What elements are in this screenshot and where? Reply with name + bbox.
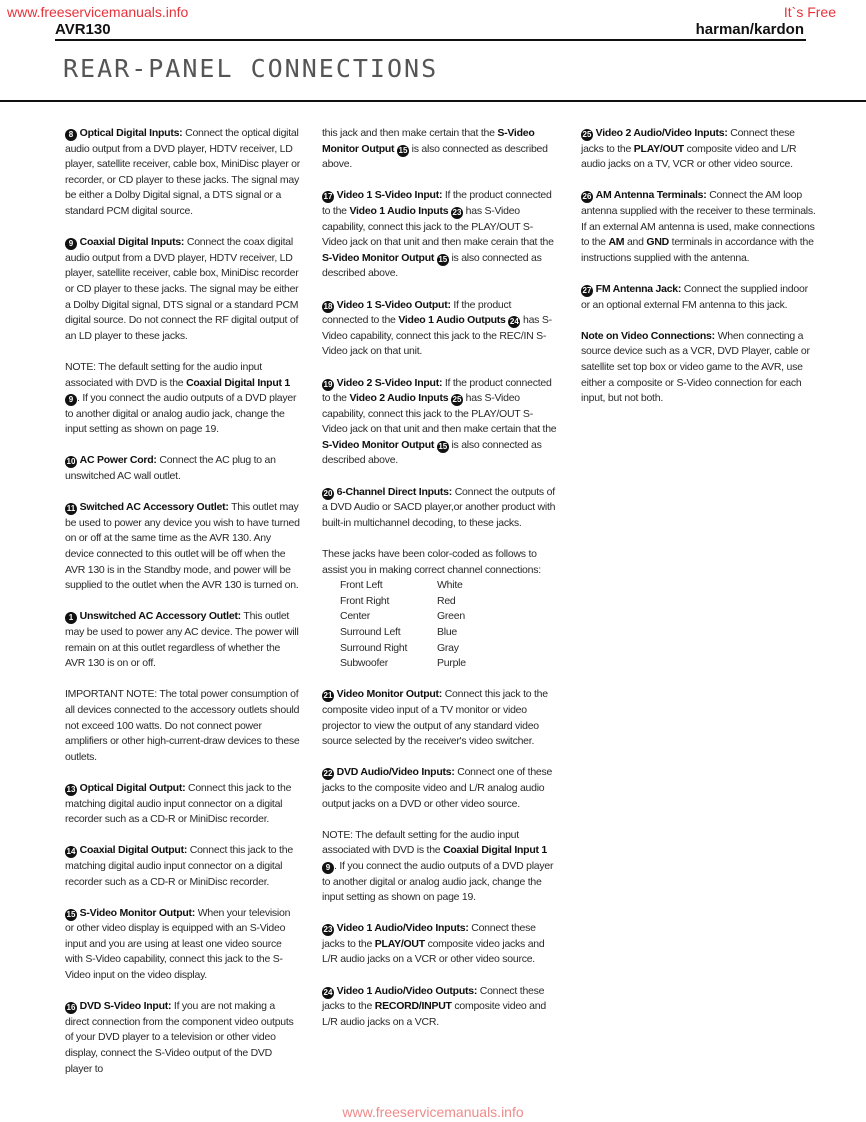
paragraph-coaxial-digital-output: [65, 843, 300, 890]
item-text: . If you connect the audio outputs of a DVD player to another digital or analog audio jack, change the input setting as shown on page 19.: [65, 392, 297, 436]
callout-number-icon: 20: [323, 488, 333, 498]
column-3: [581, 126, 816, 422]
watermark-top-left[interactable]: www.freeservicemanuals.info: [7, 4, 189, 20]
item-text: Connect this jack to the matching digital audio input connector on a digital recorder such as a CD-R or MiniDisc recorder.: [65, 844, 293, 888]
channel-color: Blue: [437, 626, 458, 638]
item-text: Connect the supplied indoor or an optional external FM antenna to this jack.: [581, 282, 808, 311]
callout-number-icon: 25: [582, 130, 592, 139]
channel-color: Gray: [437, 641, 459, 654]
item-text: NOTE: The default setting for the audio input associated with DVD is the: [322, 828, 519, 857]
channel-name: Subwoofer: [340, 657, 388, 670]
item-label: S-Video Monitor Output: [322, 251, 435, 264]
item-label: Coaxial Digital Inputs:: [79, 236, 185, 249]
item-text: Connect these jacks to the: [322, 922, 536, 950]
item-text: is also connected as described above.: [322, 251, 542, 280]
item-text: composite video and L/R audio jacks on a VCR.: [322, 1000, 546, 1028]
paragraph-optical-digital-inputs: [65, 126, 300, 220]
channel-name: Surround Right: [340, 641, 408, 654]
channel-name: Surround Left: [340, 626, 401, 638]
paragraph-dvd-note-2: [322, 828, 557, 906]
channel-color: Red: [437, 594, 456, 607]
item-text: IMPORTANT NOTE: The total power consumption of all devices connected to the accessory outlets should not exceed 100 watts. Do not connect power amplifiers or other high-current-draw devices to these outlets.: [65, 688, 300, 763]
paragraph-6ch-direct-inputs: [322, 485, 557, 532]
callout-number-icon: 14: [66, 847, 76, 857]
item-label: AM Antenna Terminals:: [595, 189, 707, 202]
callout-number-icon: 23: [323, 925, 333, 935]
item-label: FM Antenna Jack:: [595, 282, 682, 295]
item-text: When connecting a source device such as a VCR, DVD Player, cable or satellite set top box or video game to the AVR, use either a composite or S-Video connection for each input, but not both.: [581, 329, 810, 405]
item-label: S-Video Monitor Output: [322, 438, 435, 451]
callout-number-icon: 10: [66, 457, 76, 467]
paragraph-video2-av-inputs: [581, 126, 816, 173]
paragraph-svideo-monitor-output: [65, 906, 300, 984]
item-text: Connect the AC plug to an unswitched AC wall outlet.: [65, 454, 276, 483]
item-label: Video 2 S-Video Input:: [336, 376, 443, 389]
header-rule: [55, 39, 806, 41]
item-text: Connect the AM loop antenna supplied with the receiver to these terminals. If an external AM antenna is used, make connections to the: [581, 189, 816, 249]
paragraph-video1-svideo-output: [322, 298, 557, 360]
item-label: GND: [646, 236, 669, 249]
item-label: DVD S-Video Input:: [79, 1000, 172, 1013]
item-label: 6-Channel Direct Inputs:: [336, 485, 453, 498]
callout-number-icon: 1: [65, 612, 77, 624]
callout-number-icon: 21: [323, 691, 333, 701]
item-text: has S-Video capability, connect this jack to the PLAY/OUT S-Video jack on that unit and then make certain that the: [322, 392, 557, 436]
callout-number-icon: 9: [65, 394, 77, 406]
paragraph-video1-av-inputs: [322, 921, 557, 968]
callout-number-icon: 26: [582, 192, 592, 202]
paragraph-video1-svideo-input: [322, 188, 557, 282]
item-label: Video 2 Audio Inputs: [349, 392, 449, 405]
item-text: is also connected as described above.: [322, 142, 548, 171]
paragraph-video-monitor-output: [322, 687, 557, 749]
item-label: RECORD/INPUT: [374, 1000, 452, 1013]
channel-color: White: [437, 579, 463, 592]
paragraph-color-code-intro: [322, 547, 557, 578]
item-text: and: [624, 236, 647, 249]
item-label: Coaxial Digital Output:: [79, 844, 188, 857]
item-text: . If you connect the audio outputs of a DVD player to another digital or analog audio jack, change the input setting as shown on page 19.: [322, 859, 554, 904]
channel-name: Front Left: [340, 579, 383, 592]
item-text: This outlet may be used to power any device you wish to have turned on or off at the same time as the AVR 130. Any device connected to this outlet will be off when the AVR 130 is in the Standby mode, and power will be supplied to the outlet when the AVR 130 is turned on.: [65, 501, 300, 592]
callout-number-icon: 15: [66, 909, 76, 919]
item-label: Note on Video Connections:: [581, 329, 715, 342]
paragraph-optical-digital-output: [65, 781, 300, 828]
item-label: Switched AC Accessory Outlet:: [79, 501, 229, 514]
callout-number-icon: 22: [323, 769, 333, 779]
callout-number-icon: 24: [323, 987, 333, 997]
title-rule: [0, 100, 866, 102]
list-item: [340, 594, 557, 610]
callout-number-icon: 24: [509, 317, 519, 327]
item-label: Optical Digital Inputs:: [79, 127, 183, 139]
item-label: Optical Digital Output:: [79, 781, 186, 794]
callout-number-icon: 23: [452, 207, 462, 217]
paragraph-dvd-svideo-input: [65, 999, 300, 1077]
model-name: AVR130: [55, 21, 111, 38]
item-text: If the product connected to the: [322, 189, 552, 217]
item-label: AC Power Cord:: [79, 454, 157, 467]
item-text: terminals in accordance with the instructions supplied with the antenna.: [581, 236, 814, 264]
item-label: Video 2 Audio/Video Inputs:: [595, 127, 728, 139]
item-label: PLAY/OUT: [633, 142, 684, 155]
item-text: Connect the outputs of a DVD Audio or SACD player,or another product with built-in multichannel decoding, to these jacks.: [322, 485, 556, 529]
item-label: Unswitched AC Accessory Outlet:: [79, 610, 241, 623]
item-text: If the product connected to the: [322, 298, 512, 327]
callout-number-icon: 19: [323, 379, 333, 389]
paragraph-coaxial-digital-inputs: [65, 235, 300, 344]
item-label: Coaxial Digital Input 1: [443, 844, 547, 857]
list-item: [340, 641, 557, 657]
callout-number-icon: 17: [323, 192, 333, 202]
channel-color: Purple: [437, 657, 466, 670]
item-text: is also connected as described above.: [322, 438, 542, 467]
item-label: PLAY/OUT: [374, 937, 425, 950]
list-item: [340, 656, 557, 672]
brand-name: harman/kardon: [695, 21, 804, 38]
item-text: has S-Video capability, connect this jack to the REC/IN S-Video jack on that unit.: [322, 314, 552, 358]
channel-name: Front Right: [340, 594, 390, 607]
item-label: Coaxial Digital Input 1: [186, 376, 290, 389]
callout-number-icon: 15: [398, 145, 408, 155]
callout-number-icon: 13: [66, 784, 76, 794]
channel-name: Center: [340, 610, 371, 623]
list-item: [340, 625, 557, 641]
item-text: Connect these jacks to the: [581, 127, 795, 155]
paragraph-switched-outlet: [65, 500, 300, 594]
paragraph-ac-power-cord: [65, 453, 300, 484]
item-text: When your television or other video display is equipped with an S-Video input and you are using at least one video source with S-Video capability, connect this jack to the S-Video input on the video display.: [65, 906, 291, 982]
item-text: composite video jacks and L/R audio jacks on a VCR or other video source.: [322, 937, 545, 966]
callout-number-icon: 16: [66, 1003, 76, 1013]
paragraph-dvd-note: [65, 360, 300, 438]
paragraph-important-note: [65, 687, 300, 765]
item-text: Connect this jack to the matching digital audio input connector on a digital recorder such as a CD-R or MiniDisc recorder.: [65, 781, 292, 826]
watermark-bottom[interactable]: www.freeservicemanuals.info: [342, 1104, 524, 1120]
callout-number-icon: 25: [452, 395, 462, 405]
item-text: Connect these jacks to the: [322, 984, 545, 1013]
paragraph-dvd-svideo-continued: [322, 126, 557, 173]
callout-number-icon: 15: [438, 441, 448, 451]
column-2: [322, 126, 557, 1046]
color-code-table: [340, 578, 557, 672]
callout-number-icon: 27: [582, 285, 592, 295]
callout-number-icon: 15: [438, 254, 448, 264]
paragraph-unswitched-outlet: [65, 609, 300, 671]
item-label: S-Video Monitor Output:: [79, 906, 196, 919]
item-label: Video Monitor Output:: [336, 688, 443, 701]
callout-number-icon: 8: [65, 129, 77, 141]
callout-number-icon: 11: [66, 504, 76, 514]
item-label: AM: [608, 236, 625, 249]
column-1: [65, 126, 300, 1093]
page-title: REAR-PANEL CONNECTIONS: [63, 54, 439, 83]
paragraph-dvd-av-inputs: [322, 765, 557, 812]
item-label: Video 1 S-Video Output:: [336, 298, 451, 311]
item-text: These jacks have been color-coded as follows to assist you in making correct channel connections:: [322, 548, 541, 576]
item-label: Video 1 Audio/Video Outputs:: [336, 984, 478, 997]
paragraph-am-antenna: [581, 188, 816, 266]
channel-color: Green: [437, 610, 465, 623]
item-label: Video 1 Audio/Video Inputs:: [336, 922, 469, 935]
paragraph-fm-antenna: [581, 282, 816, 313]
item-label: Video 1 S-Video Input:: [336, 189, 443, 202]
item-text: This outlet may be used to power any AC device. The power will remain on at this outlet regardless of whether the AVR 130 is on or off.: [65, 610, 299, 670]
item-text: Connect the coax digital audio output from a DVD player, HDTV receiver, LD player, satellite receiver, cable box, MiniDisc recorder or CD player to these jacks. The signal may be either a Dolby Digital signal, DTS signal or a standard PCM digital source. Do not connect the RF digital output of an LD player to these jacks.: [65, 236, 299, 342]
item-text: Connect this jack to the composite video input of a TV monitor or video projector to view the output of any standard video source selected by the receiver's video switcher.: [322, 688, 548, 748]
list-item: [340, 609, 557, 625]
item-text: If the product connected to the: [322, 376, 552, 405]
item-text: this jack and then make certain that the: [322, 127, 498, 139]
callout-number-icon: 18: [323, 301, 333, 311]
callout-number-icon: 9: [65, 238, 77, 250]
item-text: Connect one of these jacks to the composite video and L/R analog audio output jacks on a DVD or other video source.: [322, 766, 553, 810]
item-label: Video 1 Audio Inputs: [349, 204, 449, 217]
item-text: Connect the optical digital audio output from a DVD player, HDTV receiver, LD player, satellite receiver, cable box, MiniDisc player or recorder, or CD player to these jacks. The signal may be either a Dolby Digital signal, a DTS signal or a standard PCM digital source.: [65, 127, 300, 217]
list-item: [340, 578, 557, 594]
paragraph-video2-svideo-input: [322, 376, 557, 470]
item-label: Video 1 Audio Outputs: [398, 314, 506, 327]
item-text: NOTE: The default setting for the audio input associated with DVD is the: [65, 360, 262, 389]
item-text: If you are not making a direct connection from the component video outputs of your DVD player to a television or other video display, connect the S-Video output of the DVD player to: [65, 1000, 294, 1075]
watermark-top-right: It`s Free: [783, 4, 836, 20]
callout-number-icon: 9: [322, 862, 334, 874]
item-label: DVD Audio/Video Inputs:: [336, 766, 455, 779]
item-label: S-Video Monitor Output: [322, 127, 535, 155]
paragraph-video-note: [581, 329, 816, 407]
paragraph-video1-av-outputs: [322, 984, 557, 1031]
item-text: has S-Video capability, connect this jack to the PLAY/OUT S-Video jack on that unit and then make cerain that the: [322, 204, 554, 249]
item-text: composite video and L/R audio jacks on a TV, VCR or other video source.: [581, 142, 797, 171]
